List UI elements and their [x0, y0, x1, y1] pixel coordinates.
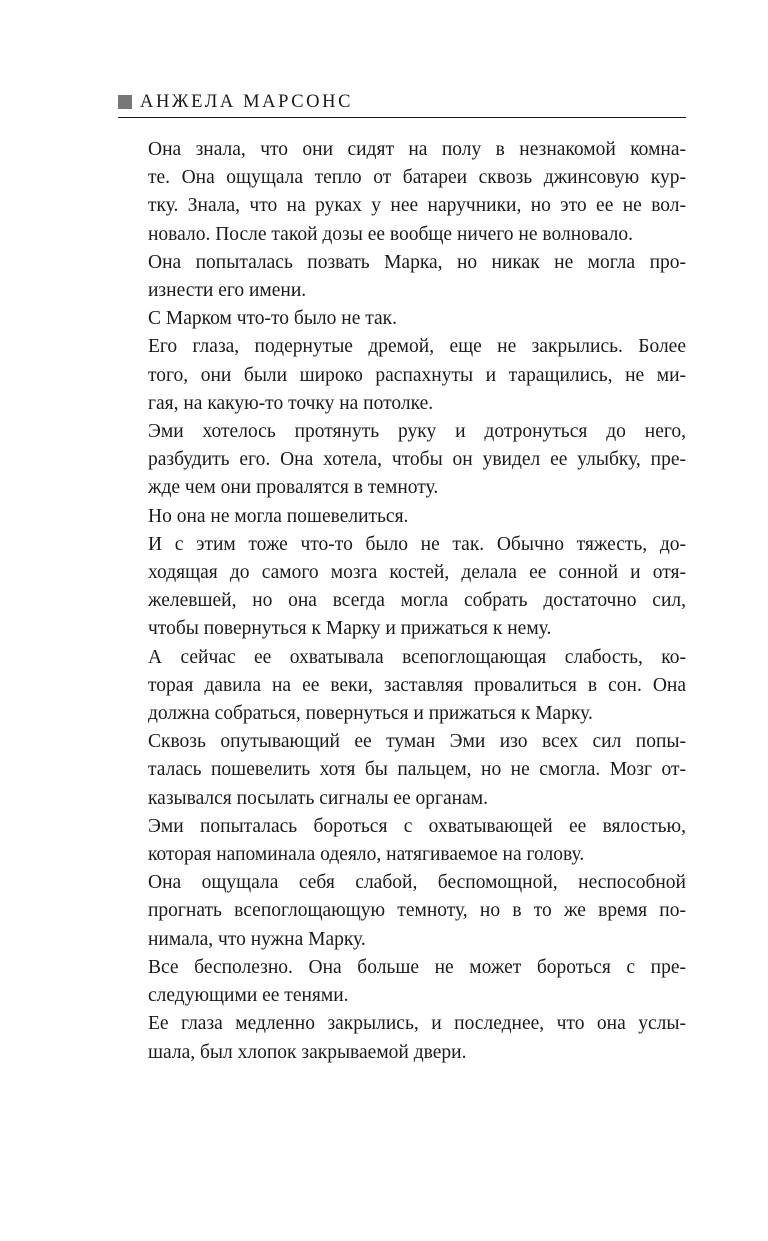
page-text: [118, 136, 686, 1067]
text-line: Но она не могла пошевелиться.: [148, 505, 409, 527]
paragraph: [118, 136, 686, 249]
paragraph: [118, 305, 686, 333]
text-line: жде чем они провалятся в темноту.: [148, 477, 439, 499]
paragraph: [118, 869, 686, 954]
text-line: Эми хотелось протянуть руку и дотронуться до него,: [148, 421, 686, 443]
text-line: Сквозь опутывающий ее туман Эми изо всех сил попы-: [148, 731, 686, 753]
text-line: прогнать всепоглощающую темноту, но в то же время по-: [148, 900, 686, 922]
text-line: изнести его имени.: [148, 280, 307, 302]
text-line: Ее глаза медленно закрылись, и последнее, что она услы-: [148, 1013, 686, 1035]
paragraph: [118, 418, 686, 503]
text-line: нимала, что нужна Марку.: [148, 928, 366, 950]
text-line: талась пошевелить хотя бы пальцем, но не смогла. Мозг от-: [148, 759, 686, 781]
text-line: Она знала, что они сидят на полу в незнакомой комна-: [148, 139, 686, 160]
author-name: АНЖЕЛА МАРСОНС: [140, 92, 354, 112]
text-line: гая, на какую-то точку на потолке.: [148, 392, 434, 414]
text-line: Она попыталась позвать Марка, но никак не могла про-: [148, 251, 686, 273]
text-line: того, они были широко распахнуты и таращились, не ми-: [148, 364, 686, 386]
paragraph: [118, 503, 686, 531]
paragraph: [118, 644, 686, 729]
running-header: [118, 91, 686, 118]
text-line: следующими ее тенями.: [148, 985, 349, 1007]
text-line: Она ощущала себя слабой, беспомощной, неспособной: [148, 872, 686, 894]
paragraph: [118, 728, 686, 813]
text-line: С Марком что-то было не так.: [148, 308, 398, 330]
text-line: желевшей, но она всегда могла собрать достаточно сил,: [148, 590, 686, 612]
paragraph: [118, 249, 686, 305]
text-line: И с этим тоже что-то было не так. Обычно тяжесть, до-: [148, 533, 686, 555]
text-line: Все бесполезно. Она больше не может бороться с пре-: [148, 956, 686, 978]
text-line: А сейчас ее охватывала всепоглощающая слабость, ко-: [148, 646, 686, 668]
text-line: новало. После такой дозы ее вообще ничего не волновало.: [148, 223, 634, 245]
text-line: Его глаза, подернутые дремой, еще не закрылись. Более: [148, 336, 686, 358]
paragraph: [118, 954, 686, 1010]
header-square-marker: [118, 95, 132, 109]
text-line: чтобы повернуться к Марку и прижаться к нему.: [148, 618, 552, 640]
paragraph: [118, 813, 686, 869]
paragraph: [118, 333, 686, 418]
text-line: которая напоминала одеяло, натягиваемое на голову.: [148, 844, 585, 866]
text-line: Эми попыталась бороться с охватывающей ее вялостью,: [148, 815, 686, 837]
text-line: торая давила на ее веки, заставляя провалиться в сон. Она: [148, 674, 686, 696]
paragraph: [118, 531, 686, 644]
text-line: должна собраться, повернуться и прижаться к Марку.: [148, 703, 593, 725]
text-line: ходящая до самого мозга костей, делала ее сонной и отя-: [148, 562, 686, 584]
text-line: разбудить его. Она хотела, чтобы он увидел ее улыбку, пре-: [148, 449, 686, 471]
paragraph: [118, 1010, 686, 1066]
text-line: казывался посылать сигналы ее органам.: [148, 787, 488, 809]
text-line: шала, был хлопок закрываемой двери.: [148, 1041, 467, 1063]
text-line: те. Она ощущала тепло от батареи сквозь джинсовую кур-: [148, 167, 686, 189]
text-line: тку. Знала, что на руках у нее наручники, но это ее не вол-: [148, 195, 686, 217]
